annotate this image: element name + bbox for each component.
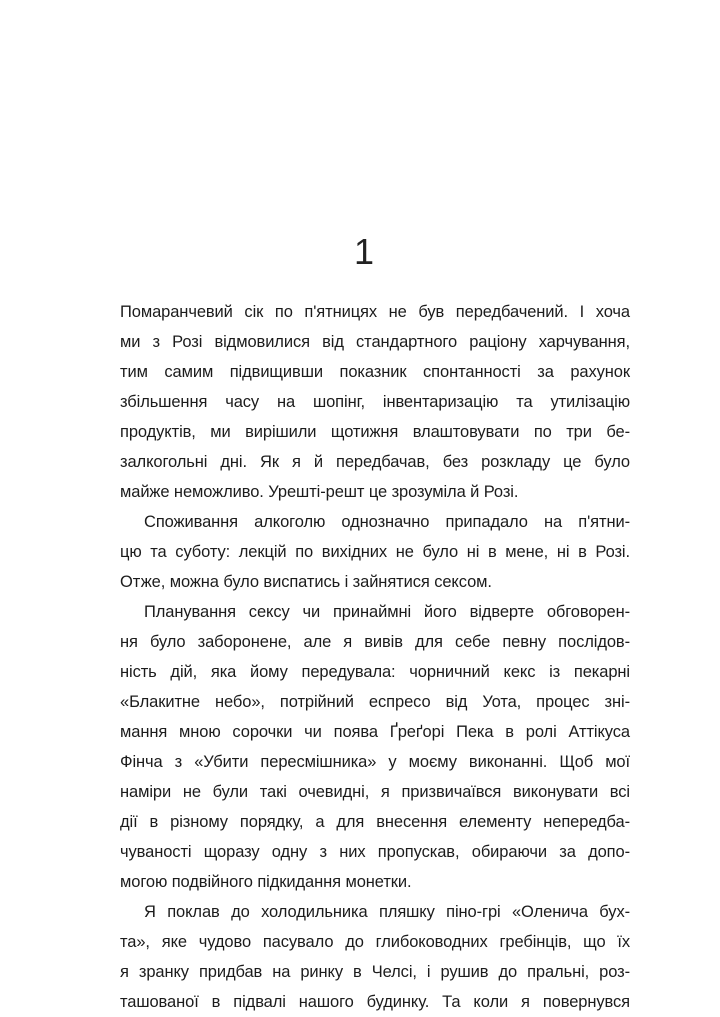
text-line: ми з Розі відмовилися від стандартного раціону харчування, bbox=[120, 333, 630, 351]
text-line: залкогольні дні. Як я й передбачав, без розкладу це було bbox=[120, 453, 630, 471]
text-line: я зранку придбав на ринку в Челсі, і рушив до пральні, роз- bbox=[120, 963, 630, 981]
text-line: Помаранчевий сік по п'ятницях не був передбачений. І хоча bbox=[120, 303, 630, 321]
text-line: продуктів, ми вирішили щотижня влаштовувати по три бе- bbox=[120, 423, 630, 441]
text-line: ташованої в підвалі нашого будинку. Та коли я повернувся bbox=[120, 993, 630, 1011]
text-line: Я поклав до холодильника пляшку піно-грі «Оленича бух- bbox=[144, 903, 630, 921]
text-line: Фінча з «Убити пересмішника» у моєму виконанні. Щоб мої bbox=[120, 753, 630, 771]
text-line: мання мною сорочки чи поява Ґреґорі Пека в ролі Аттікуса bbox=[120, 723, 630, 741]
text-line: Планування сексу чи принаймні його відверте обговорен- bbox=[144, 603, 630, 621]
text-line: Отже, можна було виспатись і зайнятися сексом. bbox=[120, 573, 492, 591]
text-line: «Блакитне небо», потрійний еспресо від Уота, процес зні- bbox=[120, 693, 630, 711]
text-line: дії в різному порядку, а для внесення елементу непередба- bbox=[120, 813, 630, 831]
text-line: Споживання алкоголю однозначно припадало на п'ятни- bbox=[144, 513, 630, 531]
text-line: могою подвійного підкидання монетки. bbox=[120, 873, 412, 891]
text-line: чуваності щоразу одну з них пропускав, обираючи за допо- bbox=[120, 843, 630, 861]
text-line: майже неможливо. Урешті-решт це зрозуміла й Розі. bbox=[120, 483, 519, 501]
text-line: цю та суботу: лекцій по вихідних не було ні в мене, ні в Розі. bbox=[120, 543, 630, 561]
chapter-number: 1 bbox=[353, 231, 375, 272]
text-line: збільшення часу на шопінг, інвентаризацію та утилізацію bbox=[120, 393, 630, 411]
body-text bbox=[120, 297, 630, 1017]
text-line: наміри не були такі очевидні, я призвичаївся виконувати всі bbox=[120, 783, 630, 801]
text-line: тим самим підвищивши показник спонтанності за рахунок bbox=[120, 363, 630, 381]
text-line: ність дій, яка йому передувала: чорничний кекс із пекарні bbox=[120, 663, 630, 681]
text-line: ня було заборонене, але я вивів для себе певну послідов- bbox=[120, 633, 630, 651]
text-line: та», яке чудово пасувало до глибоководних гребінців, що їх bbox=[120, 933, 630, 951]
